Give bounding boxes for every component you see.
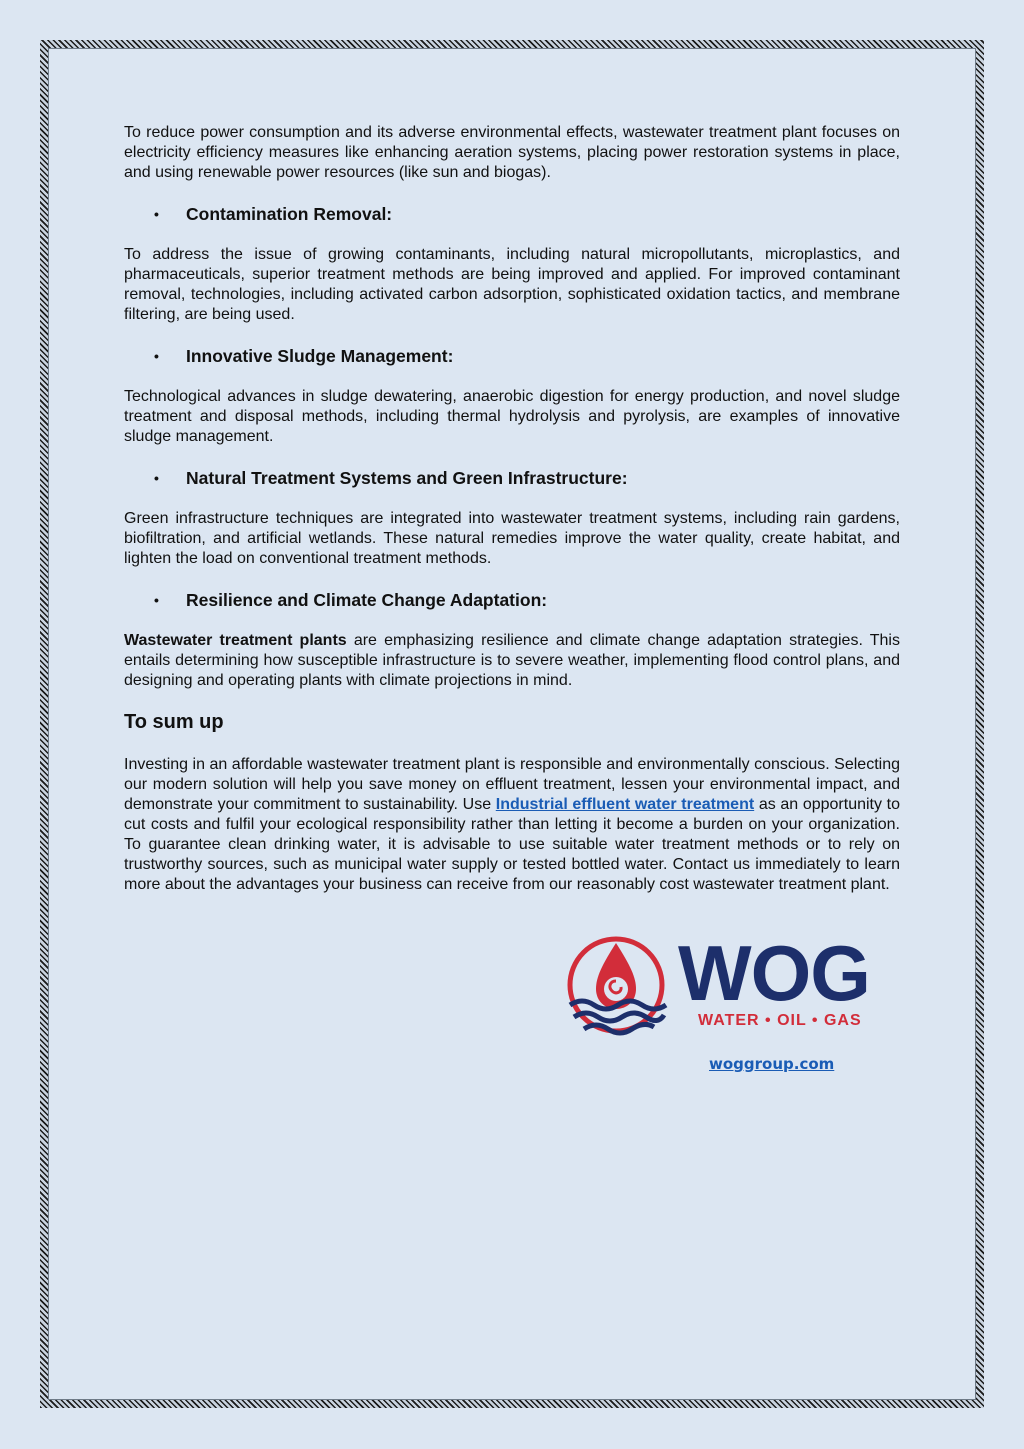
bullet-icon: • xyxy=(154,592,159,608)
heading-sludge: Innovative Sludge Management: xyxy=(186,346,454,366)
resilience-bold-phrase: Wastewater treatment plants xyxy=(124,632,347,649)
sludge-paragraph: Technological advances in sludge dewatering, anaerobic digestion for energy production, and novel sludge treatment and disposal methods, including thermal hydrolysis and pyrolysis, are examples of innovative sludge management. xyxy=(124,388,900,445)
bullet-icon: • xyxy=(154,206,159,222)
bullet-heading-natural xyxy=(124,467,900,489)
resilience-text: are emphasizing resilience and climate change adaptation strategies. This entails determining how susceptible infrastructure is to severe weather, implementing flood control plans, and designing and operating plants with climate projections in mind. xyxy=(124,632,900,689)
bullet-heading-sludge xyxy=(124,345,900,367)
sumup-text-1: Investing in an affordable wastewater treatment plant is responsible and environmentally conscious. Selecting our modern solution will help you save money on effluent treatment, lessen your environmental impact, and demonstrate your commitment to sustainability. Use xyxy=(124,756,900,813)
resilience-paragraph xyxy=(124,631,900,691)
bullet-icon: • xyxy=(154,470,159,486)
logo-wordmark: WOG xyxy=(678,929,870,1017)
sumup-paragraph xyxy=(124,755,900,895)
document-body xyxy=(124,123,900,895)
heading-sumup: To sum up xyxy=(124,711,224,733)
heading-natural: Natural Treatment Systems and Green Infrastructure: xyxy=(186,468,628,488)
logo-tagline: WATER • OIL • GAS xyxy=(698,1012,862,1029)
bullet-heading-contamination xyxy=(124,203,900,225)
intro-paragraph: To reduce power consumption and its adverse environmental effects, wastewater treatment plant focuses on electricity efficiency measures like enhancing aeration systems, placing power restoration systems in place, and using renewable power resources (like sun and biogas). xyxy=(124,124,900,181)
bullet-heading-resilience xyxy=(124,589,900,611)
heading-contamination: Contamination Removal: xyxy=(186,204,393,224)
wog-logo xyxy=(566,929,902,1039)
industrial-effluent-link[interactable]: Industrial effluent water treatment xyxy=(495,796,755,813)
natural-paragraph: Green infrastructure techniques are integrated into wastewater treatment systems, including rain gardens, biofiltration, and artificial wetlands. These natural remedies improve the water quality, create habitat, and lighten the load on conventional treatment methods. xyxy=(124,510,900,567)
heading-resilience: Resilience and Climate Change Adaptation: xyxy=(186,590,548,610)
website-link[interactable]: woggroup.com xyxy=(709,1055,835,1073)
contamination-paragraph: To address the issue of growing contaminants, including natural micropollutants, microplastics, and pharmaceuticals, superior treatment methods are being improved and applied. For improved contaminant removal, technologies, including activated carbon adsorption, sophisticated oxidation tactics, and membrane filtering, are being used. xyxy=(124,246,900,323)
wog-emblem-icon xyxy=(566,935,670,1039)
bullet-icon: • xyxy=(154,348,159,364)
sumup-text-2: as an opportunity to cut costs and fulfil your ecological responsibility rather than letting it become a burden on your organization. To guarantee clean drinking water, it is advisable to use suitable water treatment methods or to rely on trustworthy sources, such as municipal water supply or tested bottled water. Contact us immediately to learn more about the advantages your business can receive from our reasonably cost wastewater treatment plant. xyxy=(124,796,900,893)
